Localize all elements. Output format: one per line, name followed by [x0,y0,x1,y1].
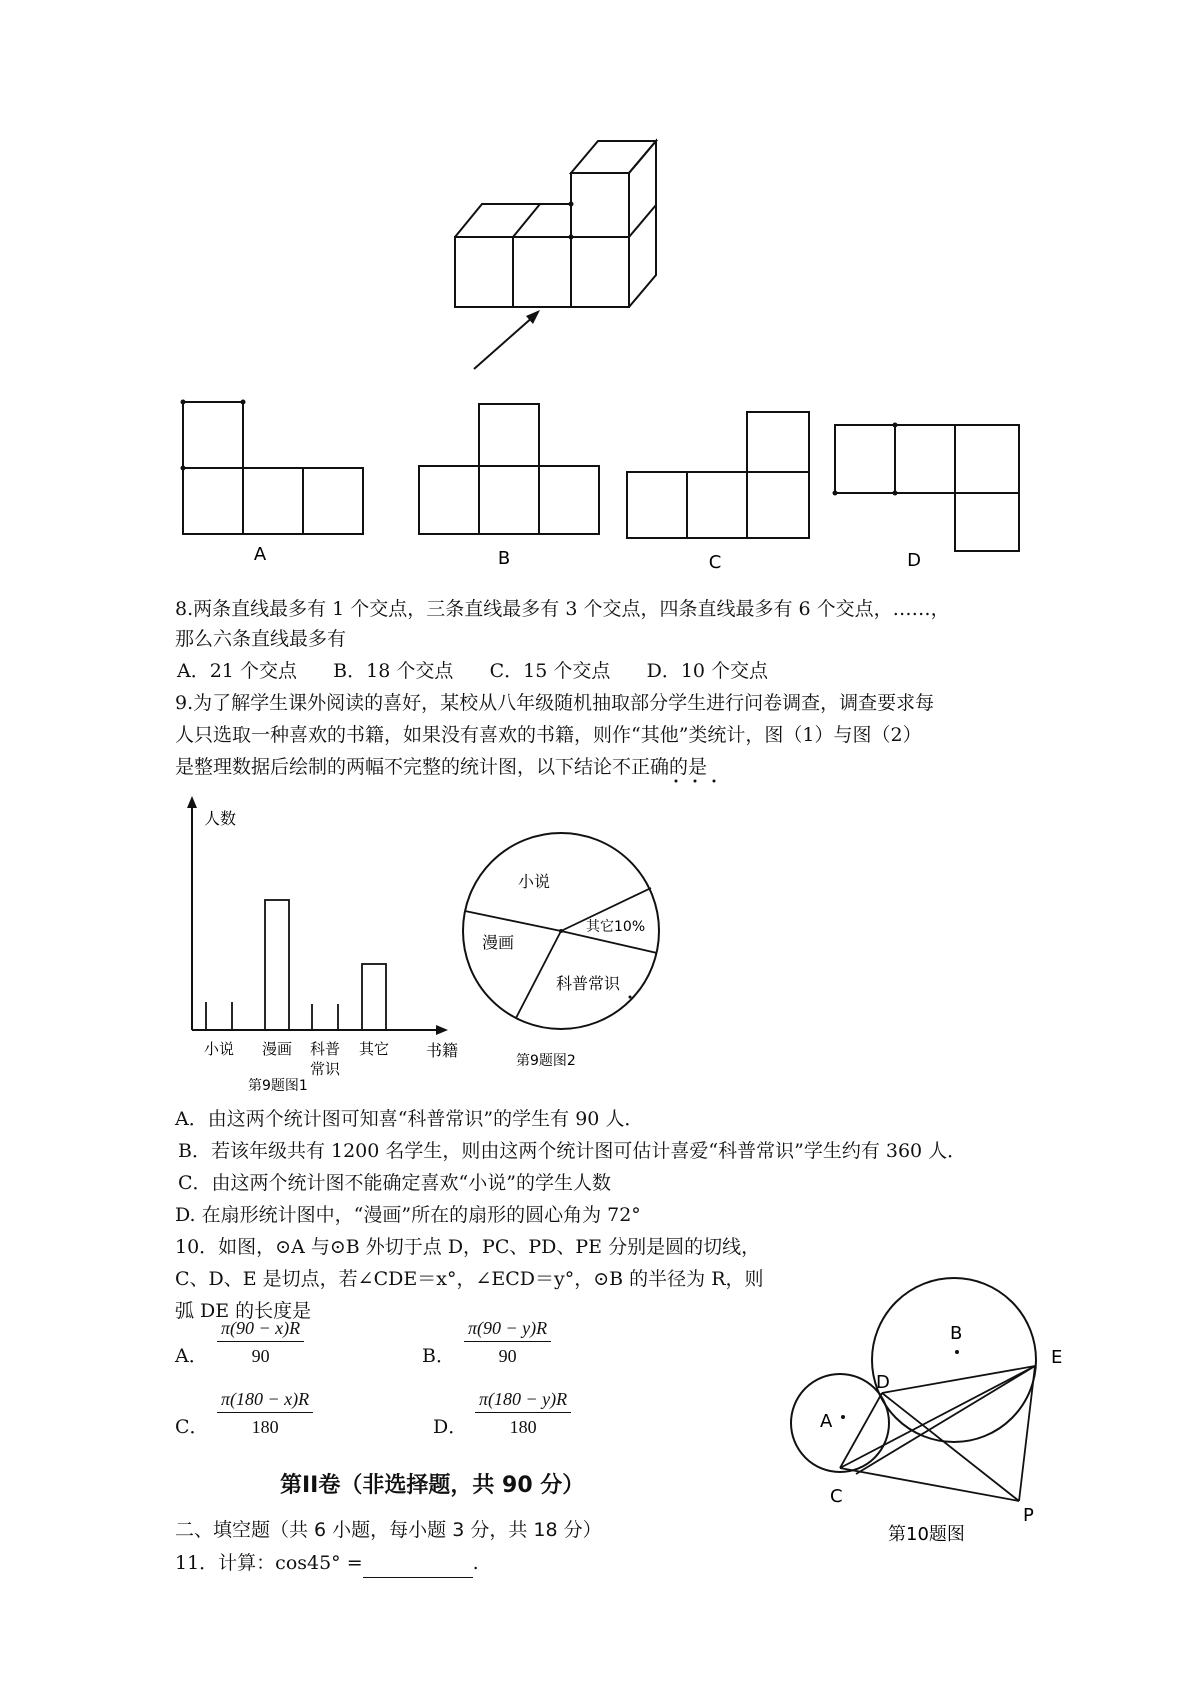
x-axis-arrow [436,1025,448,1035]
pie-label-comic: 漫画 [482,933,515,952]
point-d-label: D [876,1372,890,1393]
q10-option-a-letter: A． [175,1345,208,1367]
q11-end: . [472,1552,479,1574]
point-p-label: P [1023,1505,1034,1526]
q10-option-a-fraction [217,1318,304,1367]
fraction-numerator: π(180 − x)R [217,1389,313,1413]
section-subtitle: 二、填空题（共 6 小题，每小题 3 分，共 18 分） [175,1519,602,1541]
x-tick-label-1: 漫画 [261,1040,293,1058]
figure-10-caption: 第10题图 [888,1524,965,1545]
x-tick-label-0: 小说 [203,1040,235,1058]
bar-chart-caption: 第9题图1 [248,1078,308,1094]
pie-label-other: 其它10% [586,919,646,935]
answer-blank[interactable] [363,1557,473,1578]
fraction-denominator: 180 [509,1417,537,1437]
option-b-label: B [497,548,511,569]
q10-option-b-letter: B． [422,1345,455,1367]
fraction-denominator: 90 [251,1346,270,1366]
option-c-label: C [708,552,722,573]
fraction-denominator: 90 [498,1346,517,1366]
bar-3 [362,964,386,1030]
q9-option-d: D. 在扇形统计图中，“漫画”所在的扇形的圆心角为 72° [175,1204,641,1226]
pie-label-novel: 小说 [518,872,551,891]
q8-options: A．21 个交点 B．18 个交点 C．15 个交点 D．10 个交点 [177,660,769,682]
emphasis-dots [670,776,730,786]
q10-option-d-letter: D． [433,1416,468,1438]
q8-stem-line2: 那么六条直线最多有 [175,628,347,650]
section-title: 第II卷（非选择题，共 90 分） [280,1473,585,1498]
pie-chart [450,795,690,1095]
point-a-label: A [820,1411,833,1432]
fraction-numerator: π(90 − x)R [217,1318,304,1342]
q9-stem-line2: 人只选取一种喜欢的书籍，如果没有喜欢的书籍，则作“其他”类统计，图（1）与图（2） [175,724,922,746]
q10-option-c-fraction [217,1389,313,1438]
q10-stem-line2: C、D、E 是切点，若∠CDE＝x°，∠ECD＝y°，⊙B 的半径为 R，则 [175,1268,764,1290]
point-c-label: C [830,1486,843,1507]
pie-divider-4 [516,931,561,1018]
q9-option-c: C．由这两个统计图不能确定喜欢“小说”的学生人数 [178,1172,611,1194]
q9-stem-line1: 9.为了解学生课外阅读的喜好，某校从八年级随机抽取部分学生进行问卷调查，调查要求每 [175,692,935,714]
q11-stem: 11．计算：cos45° = [175,1552,363,1574]
q9-option-b: B．若该年级共有 1200 名学生，则由这两个统计图可估计喜爱“科普常识”学生约有 360 人． [178,1140,967,1162]
y-axis-label: 人数 [204,809,237,828]
fraction-numerator: π(90 − y)R [464,1318,551,1342]
tangent-circles-figure [790,1245,1100,1555]
pie-chart-caption: 第9题图2 [516,1053,576,1069]
q10-option-b-fraction [464,1318,551,1367]
fraction-numerator: π(180 − y)R [475,1389,571,1413]
q10-stem-line3: 弧 DE 的长度是 [175,1300,312,1322]
bar-1 [265,900,289,1030]
circle-b [872,1278,1036,1442]
q10-stem-line1: 10．如图，⊙A 与⊙B 外切于点 D，PC、PD、PE 分别是圆的切线， [175,1236,761,1258]
option-a-label: A [253,544,267,565]
fraction-denominator: 180 [251,1417,279,1437]
point-e-label: E [1051,1347,1063,1368]
point-b-label: B [950,1323,963,1344]
option-d-label: D [907,550,921,571]
q10-option-d-fraction [475,1389,571,1438]
x-tick-label-2-1: 常识 [309,1060,341,1078]
bar-chart [170,790,460,1100]
x-axis-label: 书籍 [426,1041,459,1060]
cube-figure [0,0,1200,580]
circle-a [791,1374,889,1472]
pie-label-science: 科普常识 [556,974,621,993]
pie-divider-1 [465,911,561,931]
x-tick-label-3: 其它 [358,1040,390,1058]
x-tick-label-2-0: 科普 [309,1040,341,1058]
q11-question [175,1548,479,1578]
q9-option-a: A．由这两个统计图可知喜“科普常识”的学生有 90 人． [175,1108,644,1130]
q10-option-c-letter: C． [175,1416,209,1438]
q9-stem-line3: 是整理数据后绘制的两幅不完整的统计图，以下结论不正确的是 [175,756,708,778]
q8-stem-line1: 8.两条直线最多有 1 个交点，三条直线最多有 3 个交点，四条直线最多有 6 个交点，……， [175,598,950,620]
y-axis-arrow [187,796,197,808]
